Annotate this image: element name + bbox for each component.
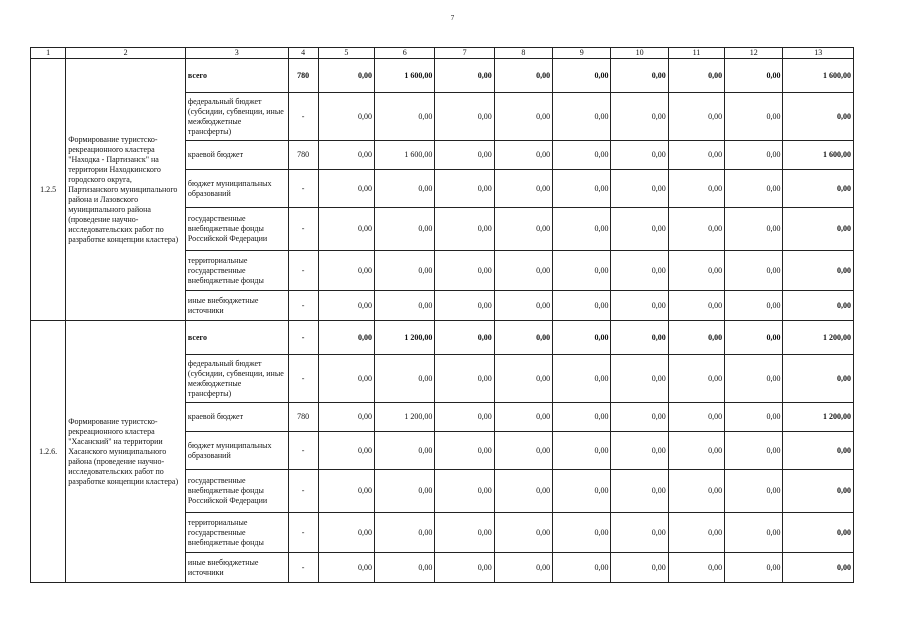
value-cell: 1 600,00 bbox=[375, 141, 435, 170]
funding-source: государственные внебюджетные фонды Российской Федерации bbox=[185, 208, 288, 251]
value-cell: 0,00 bbox=[375, 470, 435, 513]
item-code: 1.2.6. bbox=[31, 321, 66, 583]
value-cell: 0,00 bbox=[494, 321, 552, 355]
value-cell: 0,00 bbox=[611, 470, 668, 513]
total-cell: 1 200,00 bbox=[783, 321, 854, 355]
funding-source: федеральный бюджет (субсидии, субвенции, иные межбюджетные трансферты) bbox=[185, 93, 288, 141]
grbs-code: - bbox=[288, 291, 318, 321]
funding-source: бюджет муниципальных образований bbox=[185, 432, 288, 470]
header-cell: 5 bbox=[318, 48, 374, 59]
funding-source: бюджет муниципальных образований bbox=[185, 170, 288, 208]
value-cell: 0,00 bbox=[494, 251, 552, 291]
value-cell: 0,00 bbox=[553, 291, 611, 321]
value-cell: 0,00 bbox=[725, 141, 783, 170]
value-cell: 0,00 bbox=[494, 513, 552, 553]
value-cell: 1 200,00 bbox=[375, 321, 435, 355]
value-cell: 0,00 bbox=[725, 403, 783, 432]
value-cell: 0,00 bbox=[494, 553, 552, 583]
value-cell: 0,00 bbox=[318, 321, 374, 355]
header-cell: 3 bbox=[185, 48, 288, 59]
value-cell: 0,00 bbox=[494, 208, 552, 251]
header-row bbox=[31, 48, 854, 59]
value-cell: 0,00 bbox=[668, 553, 724, 583]
value-cell: 0,00 bbox=[318, 59, 374, 93]
value-cell: 0,00 bbox=[668, 251, 724, 291]
value-cell: 0,00 bbox=[375, 251, 435, 291]
grbs-code: 780 bbox=[288, 403, 318, 432]
grbs-code: - bbox=[288, 93, 318, 141]
value-cell: 0,00 bbox=[435, 141, 494, 170]
value-cell: 0,00 bbox=[611, 170, 668, 208]
value-cell: 0,00 bbox=[553, 432, 611, 470]
value-cell: 0,00 bbox=[375, 291, 435, 321]
value-cell: 0,00 bbox=[318, 141, 374, 170]
value-cell: 0,00 bbox=[435, 208, 494, 251]
value-cell: 0,00 bbox=[435, 513, 494, 553]
value-cell: 1 200,00 bbox=[375, 403, 435, 432]
grbs-code: - bbox=[288, 553, 318, 583]
value-cell: 1 600,00 bbox=[375, 59, 435, 93]
funding-source: всего bbox=[185, 321, 288, 355]
value-cell: 0,00 bbox=[494, 170, 552, 208]
value-cell: 0,00 bbox=[553, 355, 611, 403]
value-cell: 0,00 bbox=[553, 403, 611, 432]
total-cell: 1 600,00 bbox=[783, 141, 854, 170]
value-cell: 0,00 bbox=[375, 513, 435, 553]
value-cell: 0,00 bbox=[435, 170, 494, 208]
value-cell: 0,00 bbox=[494, 403, 552, 432]
value-cell: 0,00 bbox=[318, 208, 374, 251]
header-cell: 4 bbox=[288, 48, 318, 59]
value-cell: 0,00 bbox=[318, 470, 374, 513]
value-cell: 0,00 bbox=[611, 93, 668, 141]
table-body bbox=[31, 48, 854, 583]
table-row bbox=[31, 321, 854, 355]
value-cell: 0,00 bbox=[318, 355, 374, 403]
value-cell: 0,00 bbox=[611, 291, 668, 321]
value-cell: 0,00 bbox=[725, 59, 783, 93]
value-cell: 0,00 bbox=[725, 291, 783, 321]
total-cell: 0,00 bbox=[783, 208, 854, 251]
value-cell: 0,00 bbox=[725, 321, 783, 355]
grbs-code: - bbox=[288, 251, 318, 291]
total-cell: 1 600,00 bbox=[783, 59, 854, 93]
value-cell: 0,00 bbox=[553, 321, 611, 355]
value-cell: 0,00 bbox=[725, 251, 783, 291]
value-cell: 0,00 bbox=[318, 403, 374, 432]
value-cell: 0,00 bbox=[668, 59, 724, 93]
value-cell: 0,00 bbox=[611, 208, 668, 251]
header-cell: 8 bbox=[494, 48, 552, 59]
value-cell: 0,00 bbox=[318, 291, 374, 321]
value-cell: 0,00 bbox=[611, 141, 668, 170]
value-cell: 0,00 bbox=[553, 513, 611, 553]
header-cell: 12 bbox=[725, 48, 783, 59]
value-cell: 0,00 bbox=[435, 553, 494, 583]
value-cell: 0,00 bbox=[725, 170, 783, 208]
grbs-code: - bbox=[288, 170, 318, 208]
value-cell: 0,00 bbox=[553, 170, 611, 208]
value-cell: 0,00 bbox=[553, 59, 611, 93]
value-cell: 0,00 bbox=[725, 355, 783, 403]
value-cell: 0,00 bbox=[553, 470, 611, 513]
total-cell: 0,00 bbox=[783, 513, 854, 553]
value-cell: 0,00 bbox=[375, 553, 435, 583]
value-cell: 0,00 bbox=[725, 553, 783, 583]
funding-source: краевой бюджет bbox=[185, 403, 288, 432]
grbs-code: 780 bbox=[288, 59, 318, 93]
header-cell: 2 bbox=[66, 48, 186, 59]
value-cell: 0,00 bbox=[668, 208, 724, 251]
budget-table bbox=[30, 47, 854, 583]
value-cell: 0,00 bbox=[611, 432, 668, 470]
total-cell: 0,00 bbox=[783, 553, 854, 583]
value-cell: 0,00 bbox=[435, 470, 494, 513]
funding-source: краевой бюджет bbox=[185, 141, 288, 170]
value-cell: 0,00 bbox=[611, 321, 668, 355]
header-cell: 10 bbox=[611, 48, 668, 59]
total-cell: 0,00 bbox=[783, 251, 854, 291]
total-cell: 0,00 bbox=[783, 432, 854, 470]
header-cell: 6 bbox=[375, 48, 435, 59]
value-cell: 0,00 bbox=[553, 93, 611, 141]
value-cell: 0,00 bbox=[611, 553, 668, 583]
value-cell: 0,00 bbox=[553, 141, 611, 170]
value-cell: 0,00 bbox=[375, 432, 435, 470]
value-cell: 0,00 bbox=[494, 470, 552, 513]
value-cell: 0,00 bbox=[611, 59, 668, 93]
value-cell: 0,00 bbox=[668, 355, 724, 403]
value-cell: 0,00 bbox=[435, 355, 494, 403]
value-cell: 0,00 bbox=[494, 59, 552, 93]
value-cell: 0,00 bbox=[553, 251, 611, 291]
value-cell: 0,00 bbox=[494, 355, 552, 403]
value-cell: 0,00 bbox=[668, 93, 724, 141]
value-cell: 0,00 bbox=[318, 553, 374, 583]
header-cell: 11 bbox=[668, 48, 724, 59]
value-cell: 0,00 bbox=[318, 93, 374, 141]
item-code: 1.2.5 bbox=[31, 59, 66, 321]
value-cell: 0,00 bbox=[668, 513, 724, 553]
item-name: Формирование туристско-рекреационного кластера "Находка - Партизанск" на территории Находкинского городского округа, Партизанского муниципального района и Лазовского муниципального района (проведение научно-исследовательских работ по разработке концепции кластера) bbox=[66, 59, 186, 321]
value-cell: 0,00 bbox=[375, 93, 435, 141]
page-number: 7 bbox=[450, 14, 455, 22]
value-cell: 0,00 bbox=[668, 432, 724, 470]
value-cell: 0,00 bbox=[318, 170, 374, 208]
funding-source: государственные внебюджетные фонды Российской Федерации bbox=[185, 470, 288, 513]
value-cell: 0,00 bbox=[668, 141, 724, 170]
value-cell: 0,00 bbox=[318, 432, 374, 470]
value-cell: 0,00 bbox=[611, 403, 668, 432]
value-cell: 0,00 bbox=[611, 251, 668, 291]
grbs-code: - bbox=[288, 355, 318, 403]
value-cell: 0,00 bbox=[494, 432, 552, 470]
value-cell: 0,00 bbox=[553, 208, 611, 251]
value-cell: 0,00 bbox=[435, 251, 494, 291]
value-cell: 0,00 bbox=[553, 553, 611, 583]
value-cell: 0,00 bbox=[318, 513, 374, 553]
funding-source: иные внебюджетные источники bbox=[185, 553, 288, 583]
value-cell: 0,00 bbox=[375, 170, 435, 208]
table-row bbox=[31, 59, 854, 93]
value-cell: 0,00 bbox=[435, 432, 494, 470]
grbs-code: - bbox=[288, 432, 318, 470]
value-cell: 0,00 bbox=[611, 355, 668, 403]
value-cell: 0,00 bbox=[725, 93, 783, 141]
value-cell: 0,00 bbox=[668, 170, 724, 208]
value-cell: 0,00 bbox=[318, 251, 374, 291]
value-cell: 0,00 bbox=[435, 59, 494, 93]
value-cell: 0,00 bbox=[375, 208, 435, 251]
grbs-code: - bbox=[288, 513, 318, 553]
value-cell: 0,00 bbox=[435, 291, 494, 321]
value-cell: 0,00 bbox=[435, 403, 494, 432]
grbs-code: - bbox=[288, 470, 318, 513]
value-cell: 0,00 bbox=[725, 513, 783, 553]
total-cell: 1 200,00 bbox=[783, 403, 854, 432]
value-cell: 0,00 bbox=[668, 403, 724, 432]
item-name: Формирование туристско-рекреационного кластера "Хасанский" на территории Хасанского муниципального района (проведение научно-исследовательских работ по разработке концепции кластера) bbox=[66, 321, 186, 583]
total-cell: 0,00 bbox=[783, 93, 854, 141]
header-cell: 9 bbox=[553, 48, 611, 59]
value-cell: 0,00 bbox=[668, 470, 724, 513]
value-cell: 0,00 bbox=[494, 141, 552, 170]
value-cell: 0,00 bbox=[435, 93, 494, 141]
funding-source: всего bbox=[185, 59, 288, 93]
value-cell: 0,00 bbox=[435, 321, 494, 355]
funding-source: иные внебюджетные источники bbox=[185, 291, 288, 321]
value-cell: 0,00 bbox=[725, 470, 783, 513]
value-cell: 0,00 bbox=[725, 208, 783, 251]
total-cell: 0,00 bbox=[783, 170, 854, 208]
value-cell: 0,00 bbox=[375, 355, 435, 403]
total-cell: 0,00 bbox=[783, 291, 854, 321]
value-cell: 0,00 bbox=[668, 321, 724, 355]
total-cell: 0,00 bbox=[783, 355, 854, 403]
funding-source: федеральный бюджет (субсидии, субвенции, иные межбюджетные трансферты) bbox=[185, 355, 288, 403]
funding-source: территориальные государственные внебюджетные фонды bbox=[185, 513, 288, 553]
total-cell: 0,00 bbox=[783, 470, 854, 513]
value-cell: 0,00 bbox=[725, 432, 783, 470]
header-cell: 7 bbox=[435, 48, 494, 59]
header-cell: 13 bbox=[783, 48, 854, 59]
value-cell: 0,00 bbox=[494, 93, 552, 141]
grbs-code: - bbox=[288, 321, 318, 355]
header-cell: 1 bbox=[31, 48, 66, 59]
funding-source: территориальные государственные внебюджетные фонды bbox=[185, 251, 288, 291]
value-cell: 0,00 bbox=[611, 513, 668, 553]
value-cell: 0,00 bbox=[668, 291, 724, 321]
value-cell: 0,00 bbox=[494, 291, 552, 321]
grbs-code: 780 bbox=[288, 141, 318, 170]
grbs-code: - bbox=[288, 208, 318, 251]
